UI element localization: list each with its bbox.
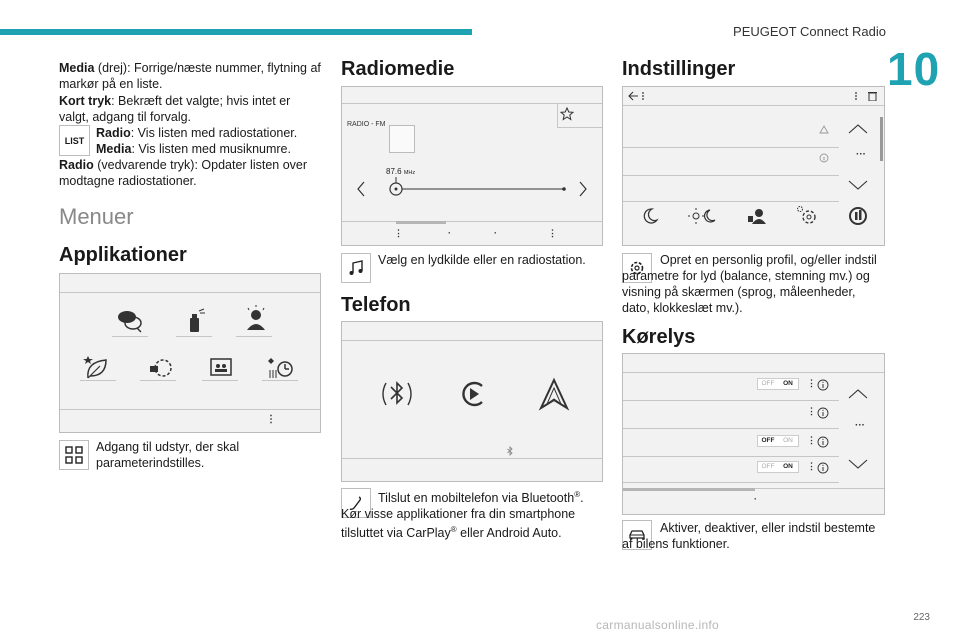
- radio-screen: [341, 86, 603, 246]
- intro-media-list: Media: Vis listen med musiknumre.: [96, 142, 291, 156]
- page-dot-icon: ·: [754, 494, 757, 504]
- profile-trash-icon[interactable]: [853, 91, 879, 101]
- function-2-options-icon[interactable]: ⋮: [807, 406, 816, 416]
- heading-telefon: Telefon: [341, 294, 411, 316]
- apps-caption: Adgang til udstyr, der skal parameterindstilles.: [96, 440, 240, 470]
- function-1-info-icon[interactable]: [817, 379, 829, 391]
- heading-radiomedie: Radiomedie: [341, 58, 455, 80]
- heading-korelys: Kørelys: [622, 326, 696, 348]
- climate-timer-icon: [265, 354, 297, 382]
- scroll-up-icon[interactable]: [847, 123, 869, 135]
- list-more-icon[interactable]: ···: [855, 420, 865, 431]
- page-number: 223: [913, 612, 930, 623]
- function-3-info-icon[interactable]: [817, 436, 829, 448]
- chapter-number: 10: [887, 43, 941, 95]
- bluetooth-icon[interactable]: [380, 377, 414, 411]
- warning-icon: [819, 125, 829, 134]
- radio-more-icon[interactable]: ⋮: [548, 228, 557, 238]
- applications-screen: [59, 273, 321, 433]
- info-icon: [819, 153, 829, 163]
- frequency-slider[interactable]: [356, 177, 596, 201]
- intro-kort-tryk: Kort tryk: Bekræft det valgte; hvis intet er valgt, adgang til forvalg.: [59, 94, 291, 124]
- scroll-down-icon[interactable]: [847, 179, 869, 191]
- function-3-options-icon[interactable]: ⋮: [807, 435, 816, 445]
- carplay-icon[interactable]: [456, 377, 490, 411]
- settings-caption: Opret en personlig profil, og/eller indstil parametre for lyd (balance, stemning mv.) og visning på skærmen (sprog, måleenheder, dato, klokkeslæt mv.).: [622, 253, 877, 315]
- station-artwork: [389, 125, 415, 153]
- function-toggle-3[interactable]: OFF ON: [757, 461, 799, 473]
- function-toggle-1[interactable]: OFF ON: [757, 378, 799, 390]
- list-scroll-down-icon[interactable]: [847, 458, 869, 470]
- scrollbar[interactable]: [880, 117, 883, 161]
- favorite-star-icon[interactable]: [560, 107, 574, 121]
- phone-caption: Tilslut en mobiltelefon via Bluetooth®. Kør visse applikationer fra din smartphone tilsluttet via CarPlay® eller Android Auto.: [341, 490, 584, 541]
- apps-grid-icon: [59, 440, 89, 470]
- system-settings-icon[interactable]: [795, 205, 819, 227]
- radio-dot-icon: ·: [448, 228, 451, 238]
- eco-leaf-icon: [82, 354, 112, 382]
- source-indicator: [396, 221, 446, 224]
- intro-radio: Radio: Vis listen med radiostationer.: [96, 126, 298, 140]
- function-4-info-icon[interactable]: [817, 462, 829, 474]
- scroll-position-indicator: [623, 488, 755, 491]
- radio-dot-icon-2: ·: [494, 228, 497, 238]
- heading-indstillinger: Indstillinger: [622, 58, 736, 80]
- bluetooth-status-icon: [506, 446, 514, 456]
- sound-settings-icon[interactable]: [847, 205, 869, 227]
- function-2-info-icon[interactable]: [817, 407, 829, 419]
- profile-settings-icon[interactable]: [747, 207, 767, 225]
- heading-menuer: Menuer: [59, 204, 134, 229]
- radio-band: RADIO - FM: [347, 121, 386, 128]
- settings-more-icon[interactable]: ···: [856, 149, 866, 160]
- radio-options-icon[interactable]: ⋮: [394, 228, 403, 238]
- list-button-icon: LIST: [59, 125, 90, 156]
- driver-profile-icon: [242, 304, 270, 334]
- korelys-caption: Aktiver, deaktiver, eller indstil bestemte af bilens funktioner.: [622, 521, 876, 551]
- music-note-icon: [341, 253, 371, 283]
- more-options-icon[interactable]: ⋮: [266, 414, 276, 425]
- messages-icon: [115, 306, 147, 336]
- android-auto-icon[interactable]: [538, 377, 570, 411]
- day-night-icon[interactable]: [688, 207, 716, 225]
- settings-screen: [622, 86, 885, 246]
- watermark: carmanualsonline.info: [596, 618, 720, 632]
- contacts-icon: [206, 354, 236, 382]
- radio-caption: Vælg en lydkilde eller en radiostation.: [378, 253, 586, 267]
- function-1-options-icon[interactable]: ⋮: [807, 378, 816, 388]
- function-4-options-icon[interactable]: ⋮: [807, 461, 816, 471]
- intro-media: Media (drej): Forrige/næste nummer, flytning af markør på en liste.: [59, 61, 321, 91]
- heading-applikationer: Applikationer: [59, 244, 187, 266]
- night-mode-icon[interactable]: [641, 207, 659, 225]
- air-freshener-icon: [184, 306, 208, 336]
- header-accent-bar: [0, 29, 472, 35]
- back-arrow-icon[interactable]: [628, 91, 648, 101]
- function-toggle-2[interactable]: OFF ON: [757, 435, 799, 447]
- header-title: PEUGEOT Connect Radio: [733, 24, 886, 39]
- list-scroll-up-icon[interactable]: [847, 388, 869, 400]
- phone-screen: [341, 321, 603, 482]
- intro-radio-long: Radio (vedvarende tryk): Opdater listen over modtagne radiostationer.: [59, 158, 308, 188]
- driving-functions-screen: [622, 353, 885, 515]
- settings-gauge-icon: [146, 354, 176, 382]
- frequency-readout: 87.6 MHz: [386, 167, 416, 176]
